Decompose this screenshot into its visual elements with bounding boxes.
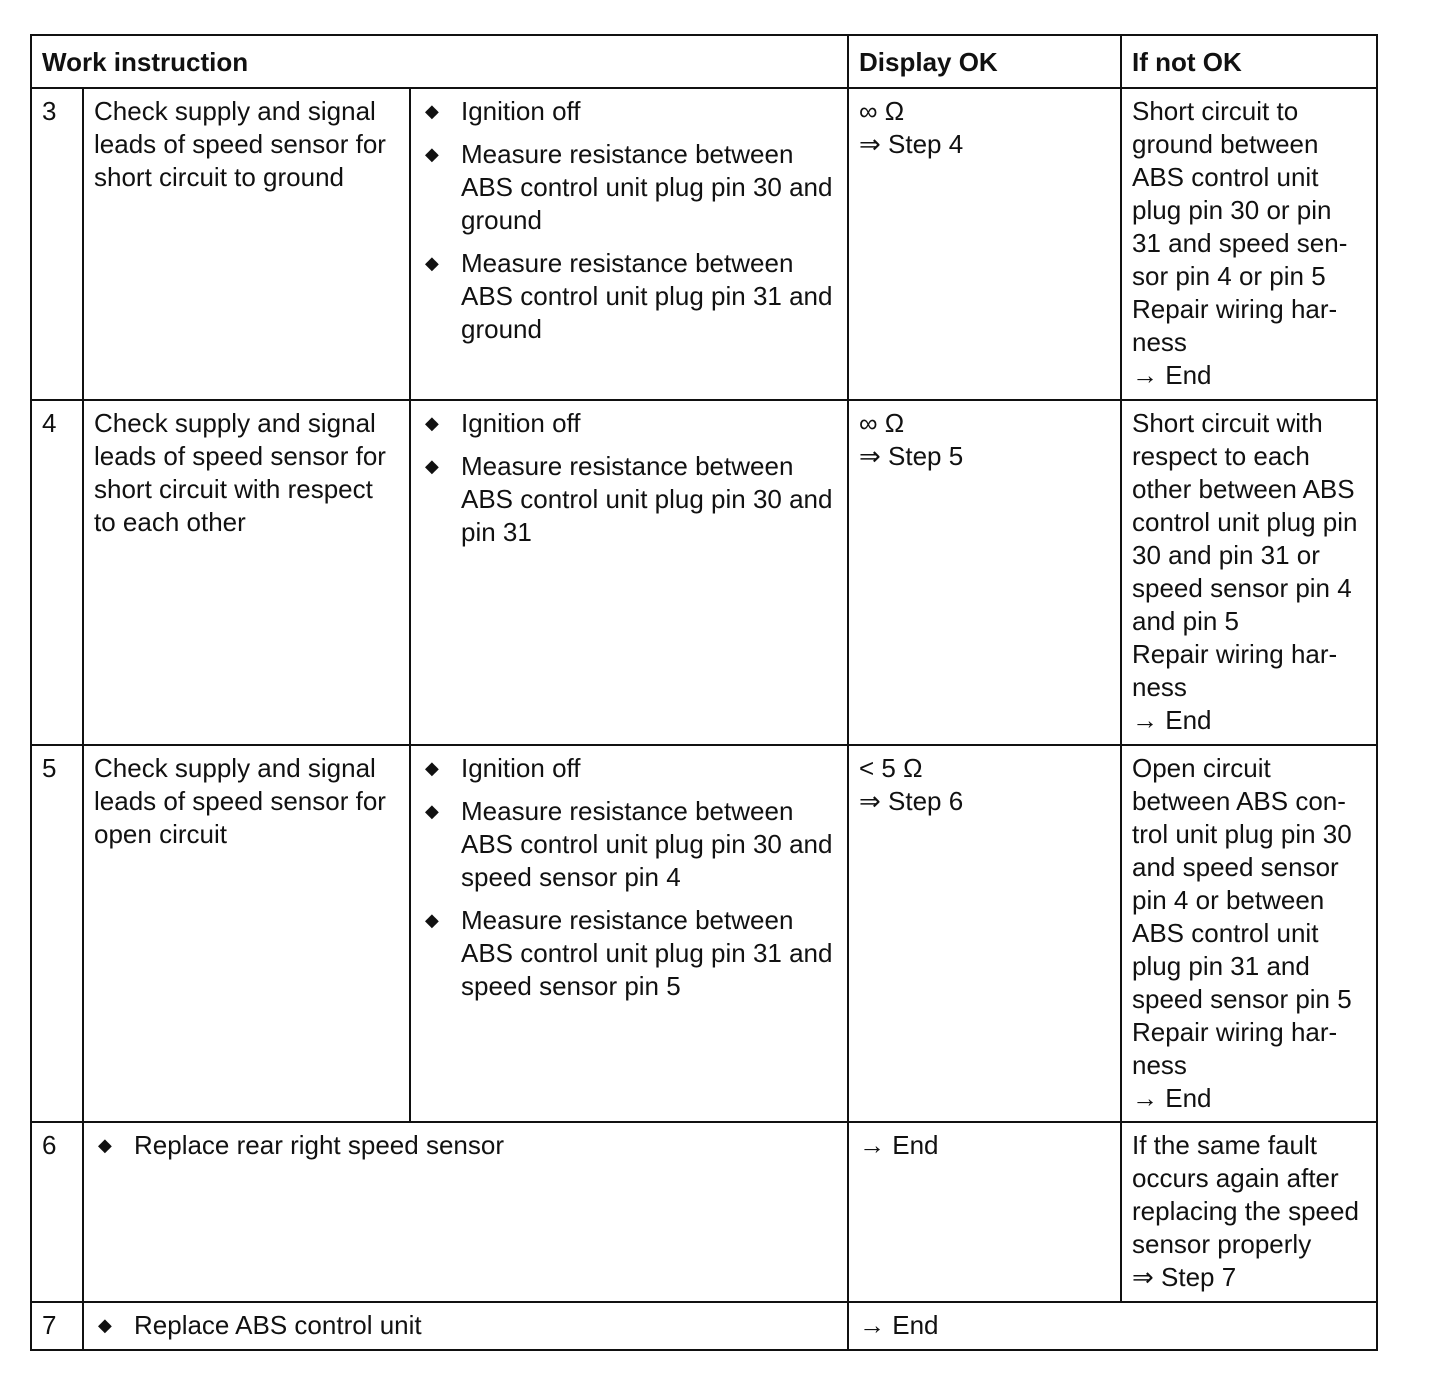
step-actions: [83, 1122, 848, 1302]
display-ok-value: ∞ Ω: [859, 408, 905, 438]
display-ok-next: → End: [859, 1310, 939, 1340]
step-number: 6: [31, 1122, 83, 1302]
list-item: ◆ Ignition off: [425, 408, 581, 438]
table-row: [31, 1122, 1377, 1302]
fault-remedy: Repair wiring har-ness: [1132, 639, 1338, 702]
step-actions: [410, 745, 848, 1122]
list-item: ◆ Ignition off: [425, 753, 581, 783]
list-item: ◆ Measure resistance between ABS control unit plug pin 31 and ground: [425, 248, 833, 344]
if-not-ok-cell: [1121, 88, 1377, 400]
diamond-bullet-icon: ◆: [425, 144, 439, 164]
display-ok-next: ⇒ Step 6: [859, 786, 964, 816]
diamond-bullet-icon: ◆: [425, 758, 439, 778]
diamond-bullet-icon: ◆: [98, 1315, 112, 1335]
list-item: ◆ Measure resistance between ABS control unit plug pin 30 and ground: [425, 139, 833, 235]
fault-remedy: Repair wiring har-ness: [1132, 1017, 1338, 1080]
step-number: 3: [31, 88, 83, 400]
diamond-bullet-icon: ◆: [425, 801, 439, 821]
diamond-bullet-icon: ◆: [425, 253, 439, 273]
step-description: Check supply and signal leads of speed sensor for open circuit: [83, 745, 410, 1122]
diamond-bullet-icon: ◆: [98, 1135, 112, 1155]
list-item: ◆ Replace rear right speed sensor: [98, 1130, 504, 1160]
header-work-instruction: Work instruction: [31, 35, 848, 88]
display-ok-next: ⇒ Step 5: [859, 441, 964, 471]
fault-next: → End: [1132, 360, 1212, 390]
step-actions: [410, 88, 848, 400]
display-ok-cell: [848, 745, 1121, 1122]
fault-description: If the same fault occurs again after replacing the speed sensor properly: [1132, 1130, 1359, 1259]
step-number: 7: [31, 1302, 83, 1350]
step-description: Check supply and signal leads of speed sensor for short circuit to ground: [83, 88, 410, 400]
list-item: ◆ Measure resistance between ABS control unit plug pin 31 and speed sensor pin 5: [425, 905, 833, 1001]
table-row: [31, 745, 1377, 1122]
diamond-bullet-icon: ◆: [425, 101, 439, 121]
fault-description: Short circuit to ground between ABS control unit plug pin 30 or pin 31 and speed sen-sor pin 4 or pin 5: [1132, 96, 1348, 291]
table-row: [31, 1302, 1377, 1350]
header-if-not-ok: If not OK: [1121, 35, 1377, 88]
diamond-bullet-icon: ◆: [425, 456, 439, 476]
fault-description: Short circuit with respect to each other between ABS control unit plug pin 30 and pin 31 or speed sensor pin 4 and pin 5: [1132, 408, 1358, 636]
work-instruction-table: [30, 34, 1378, 1351]
list-item: ◆ Replace ABS control unit: [98, 1310, 422, 1340]
step-number: 5: [31, 745, 83, 1122]
list-item: ◆ Ignition off: [425, 96, 581, 126]
table-header-row: [31, 35, 1377, 88]
fault-next: ⇒ Step 7: [1132, 1262, 1237, 1292]
display-ok-next: ⇒ Step 4: [859, 129, 964, 159]
table-row: [31, 400, 1377, 745]
table-row: [31, 88, 1377, 400]
step-actions: [410, 400, 848, 745]
display-ok-next: → End: [859, 1130, 939, 1160]
list-item: ◆ Measure resistance between ABS control unit plug pin 30 and pin 31: [425, 451, 833, 547]
if-not-ok-cell: [1121, 745, 1377, 1122]
display-ok-cell: [848, 88, 1121, 400]
fault-remedy: Repair wiring har-ness: [1132, 294, 1338, 357]
fault-next: → End: [1132, 705, 1212, 735]
step-actions: [83, 1302, 848, 1350]
diamond-bullet-icon: ◆: [425, 413, 439, 433]
list-item: ◆ Measure resistance between ABS control unit plug pin 30 and speed sensor pin 4: [425, 796, 833, 892]
fault-next: → End: [1132, 1083, 1212, 1113]
display-ok-value: ∞ Ω: [859, 96, 905, 126]
if-not-ok-cell: [1121, 1122, 1377, 1302]
display-ok-cell: [848, 1302, 1377, 1350]
if-not-ok-cell: [1121, 400, 1377, 745]
display-ok-cell: [848, 400, 1121, 745]
display-ok-cell: [848, 1122, 1121, 1302]
step-number: 4: [31, 400, 83, 745]
step-description: Check supply and signal leads of speed sensor for short circuit with respect to each other: [83, 400, 410, 745]
header-display-ok: Display OK: [848, 35, 1121, 88]
fault-description: Open circuit between ABS con-trol unit plug pin 30 and speed sensor pin 4 or between ABS control unit plug pin 31 and speed sensor pin 5: [1132, 753, 1352, 1014]
diamond-bullet-icon: ◆: [425, 910, 439, 930]
display-ok-value: < 5 Ω: [859, 753, 923, 783]
